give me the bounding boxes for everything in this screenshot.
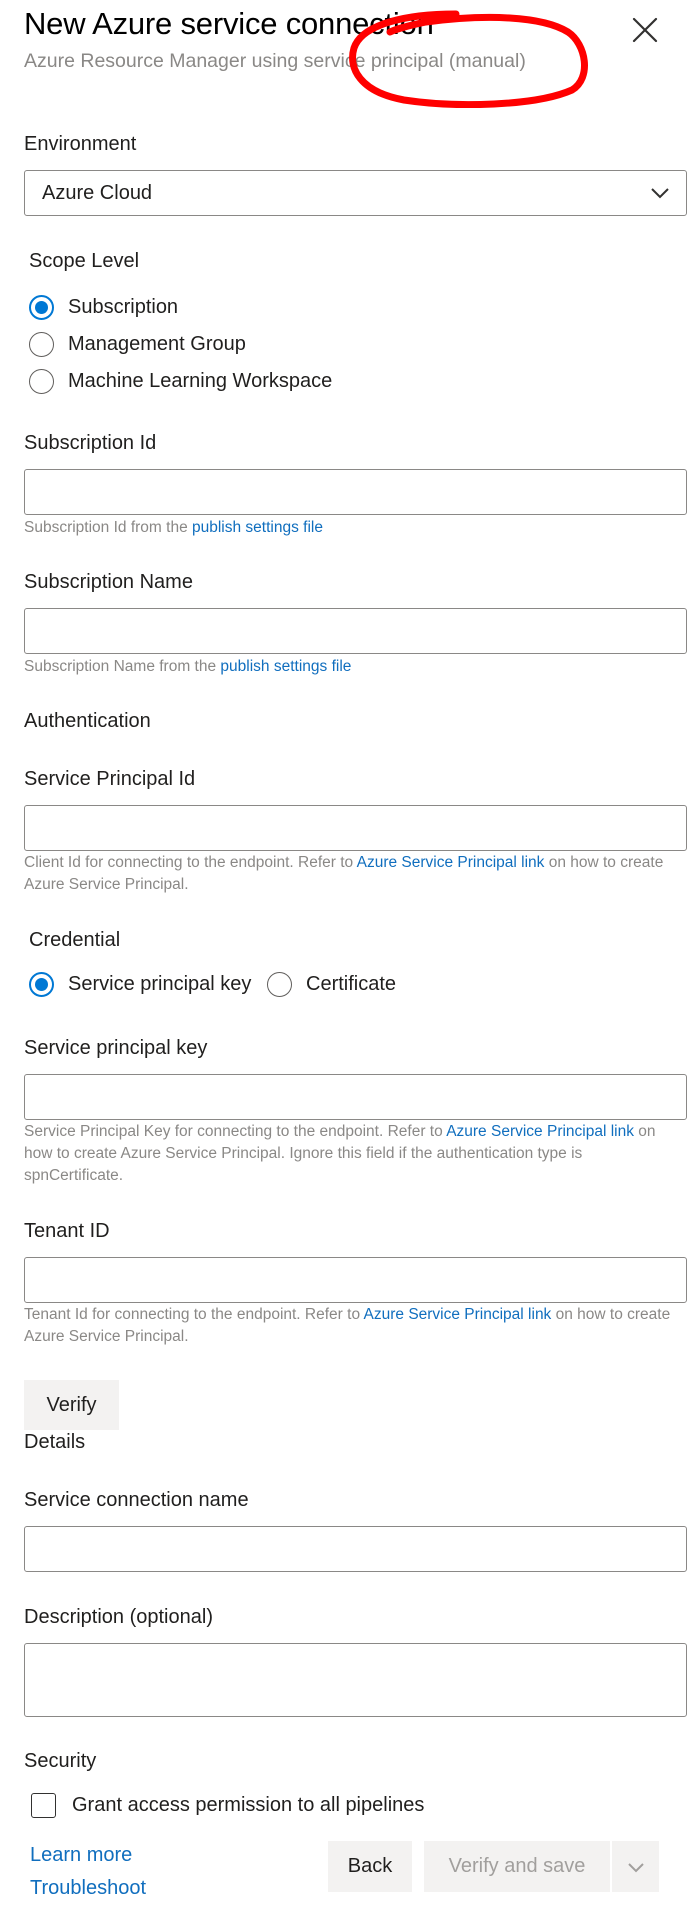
chevron-down-icon [627, 1861, 645, 1873]
description-textarea[interactable] [24, 1643, 687, 1717]
learn-more-link[interactable]: Learn more [30, 1844, 133, 1866]
tenant-id-label: Tenant ID [24, 1220, 110, 1242]
scope-option-label: Subscription [68, 295, 179, 318]
azure-service-principal-link[interactable]: Azure Service Principal link [356, 854, 545, 871]
subscription-id-helper [24, 517, 674, 539]
subscription-name-label: Subscription Name [24, 571, 193, 593]
details-section-label: Details [24, 1431, 86, 1453]
service-principal-id-helper [24, 852, 674, 896]
verify-save-dropdown-button[interactable] [612, 1841, 659, 1892]
chevron-down-icon [650, 186, 670, 200]
radio-selected-icon[interactable] [29, 295, 54, 320]
publish-settings-link[interactable]: publish settings file [220, 658, 352, 675]
verify-button[interactable]: Verify [24, 1380, 119, 1430]
subscription-name-input[interactable] [24, 608, 687, 654]
scope-option-ml-workspace[interactable] [29, 366, 332, 396]
radio-selected-icon[interactable] [29, 972, 54, 997]
credential-option-label: Certificate [306, 972, 397, 995]
radio-icon[interactable] [29, 369, 54, 394]
credential-option-key[interactable] [29, 969, 251, 999]
radio-icon[interactable] [267, 972, 292, 997]
service-connection-name-label: Service connection name [24, 1489, 249, 1511]
credential-label: Credential [29, 929, 121, 951]
grant-access-label: Grant access permission to all pipelines [72, 1793, 425, 1816]
radio-icon[interactable] [29, 332, 54, 357]
verify-and-save-button[interactable]: Verify and save [424, 1841, 610, 1892]
service-principal-key-input[interactable] [24, 1074, 687, 1120]
subscription-id-input[interactable] [24, 469, 687, 515]
authentication-section-label: Authentication [24, 710, 151, 732]
credential-option-label: Service principal key [68, 972, 252, 995]
scope-option-management-group[interactable] [29, 329, 246, 359]
helper-text: on how to create Azure Service Principal. [24, 1306, 671, 1345]
panel-title: New Azure service connection [24, 6, 434, 41]
scope-option-label: Management Group [68, 332, 246, 355]
publish-settings-link[interactable]: publish settings file [192, 519, 323, 536]
verify-save-split-button[interactable] [424, 1841, 659, 1892]
panel-subtitle: Azure Resource Manager using service principal (manual) [24, 50, 526, 72]
helper-text: Subscription Id from the [24, 519, 192, 536]
tenant-id-helper [24, 1304, 674, 1348]
service-principal-id-input[interactable] [24, 805, 687, 851]
environment-selected: Azure Cloud [42, 182, 153, 204]
grant-access-row[interactable] [31, 1790, 424, 1820]
helper-text: on how to create Azure Service Principal. Ignore this field if the authentication type is spnCertificate. [24, 1123, 656, 1184]
service-connection-name-input[interactable] [24, 1526, 687, 1572]
troubleshoot-link[interactable]: Troubleshoot [30, 1877, 146, 1899]
azure-service-principal-link[interactable]: Azure Service Principal link [363, 1306, 552, 1323]
close-icon[interactable] [629, 14, 661, 46]
environment-label: Environment [24, 133, 137, 155]
helper-text: Service Principal Key for connecting to the endpoint. Refer to [24, 1123, 447, 1140]
security-section-label: Security [24, 1750, 97, 1772]
helper-text: Client Id for connecting to the endpoint. Refer to [24, 854, 357, 871]
scope-option-subscription[interactable] [29, 292, 178, 322]
helper-text: Subscription Name from the [24, 658, 221, 675]
description-label: Description (optional) [24, 1606, 213, 1628]
subscription-id-label: Subscription Id [24, 432, 157, 454]
helper-text: on how to create Azure Service Principal. [24, 854, 664, 893]
subscription-name-helper [24, 656, 674, 678]
service-principal-key-label: Service principal key [24, 1037, 208, 1059]
service-principal-key-helper [24, 1121, 674, 1187]
grant-access-checkbox[interactable] [31, 1793, 56, 1818]
scope-level-label: Scope Level [29, 250, 140, 272]
tenant-id-input[interactable] [24, 1257, 687, 1303]
azure-service-principal-link[interactable]: Azure Service Principal link [446, 1123, 634, 1140]
service-principal-id-label: Service Principal Id [24, 768, 196, 790]
environment-dropdown[interactable] [24, 170, 687, 216]
scope-option-label: Machine Learning Workspace [68, 369, 333, 392]
credential-option-certificate[interactable] [267, 969, 396, 999]
helper-text: Tenant Id for connecting to the endpoint. Refer to [24, 1306, 364, 1323]
back-button[interactable]: Back [328, 1841, 412, 1892]
